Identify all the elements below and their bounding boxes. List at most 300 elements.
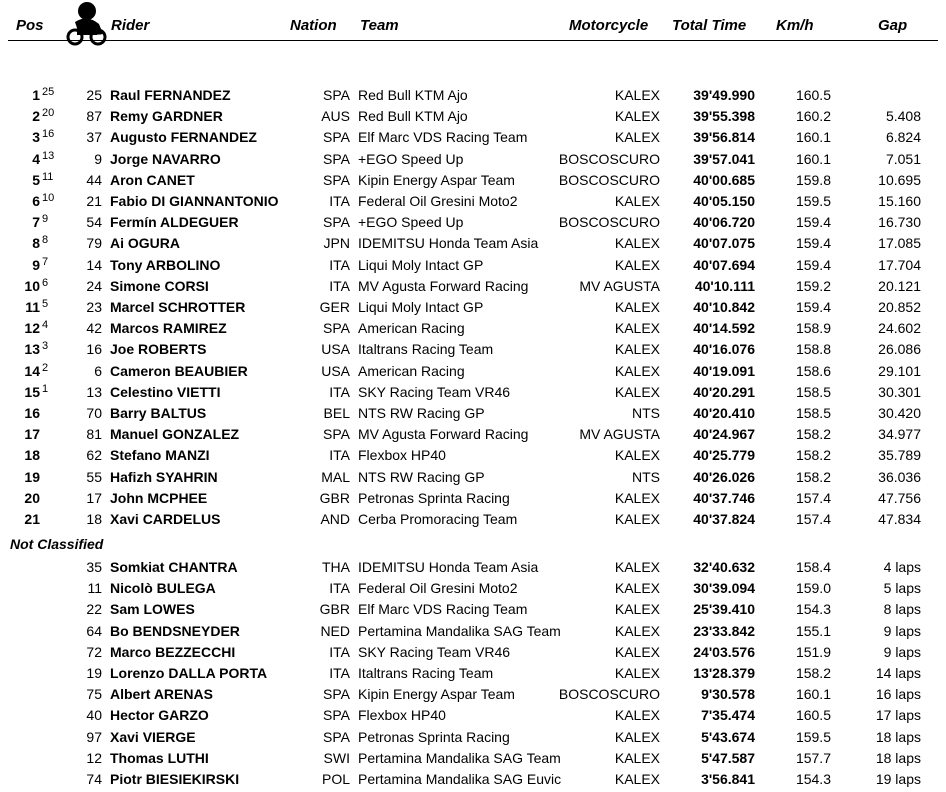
total-time-cell: 40'07.694	[693, 256, 755, 273]
nation-cell: ITA	[329, 277, 350, 294]
rider-name-cell: Fabio DI GIANNANTONIO	[110, 193, 279, 209]
team-cell: Pertamina Mandalika SAG Team	[358, 749, 561, 766]
rider-name-cell: Augusto FERNANDEZ	[110, 129, 257, 146]
gap-cell: 24.602	[878, 320, 921, 337]
total-time-cell: 5'43.674	[701, 728, 755, 745]
table-row	[0, 508, 946, 529]
speed-cell: 155.1	[795, 622, 831, 639]
speed-cell: 160.2	[795, 108, 831, 125]
points-cell: 5	[42, 298, 49, 310]
rider-number-cell: 40	[86, 707, 102, 724]
position-cell: 3	[32, 129, 40, 146]
gap-cell: 30.420	[878, 405, 921, 421]
position-cell: 8	[32, 235, 40, 252]
nation-cell: ITA	[329, 256, 350, 273]
rider-name-cell: Marcos RAMIREZ	[110, 320, 227, 337]
table-header	[0, 0, 946, 42]
rider-name-cell: Aron CANET	[110, 171, 195, 188]
speed-cell: 154.3	[795, 601, 831, 618]
motorcycle-cell: BOSCOSCURO	[558, 214, 660, 231]
rider-number-cell: 42	[86, 320, 102, 337]
speed-cell: 157.4	[795, 511, 831, 527]
gap-cell: 35.789	[878, 447, 921, 464]
total-time-cell: 40'24.967	[693, 426, 755, 443]
gap-cell: 47.834	[878, 511, 921, 527]
team-cell: American Racing	[358, 362, 465, 379]
motorcycle-cell: KALEX	[614, 362, 660, 379]
table-row	[0, 598, 946, 619]
nation-cell: SPA	[323, 728, 350, 745]
nation-cell: SPA	[323, 426, 350, 443]
col-pos-header: Pos	[16, 17, 44, 34]
rider-number-cell: 81	[86, 426, 102, 443]
rider-number-cell: 70	[86, 405, 102, 421]
nation-cell: SPA	[323, 320, 350, 337]
total-time-cell: 7'35.474	[701, 707, 755, 724]
rider-name-cell: Marcel SCHROTTER	[110, 299, 246, 315]
rider-name-cell: John MCPHEE	[110, 489, 208, 506]
speed-cell: 158.9	[795, 320, 831, 337]
table-row	[0, 423, 946, 444]
gap-cell: 4 laps	[883, 559, 921, 575]
nation-cell: POL	[321, 771, 350, 787]
team-cell: Italtrans Racing Team	[358, 665, 494, 681]
gap-cell: 17.704	[878, 256, 921, 273]
gap-cell: 7.051	[885, 150, 921, 167]
points-cell: 16	[42, 128, 55, 141]
motorcycle-cell: NTS	[632, 468, 660, 485]
nation-cell: GBR	[319, 489, 350, 506]
nation-cell: AND	[320, 511, 350, 527]
motorcycle-cell: KALEX	[614, 622, 660, 639]
gap-cell: 20.852	[878, 299, 921, 315]
rider-name-cell: Hafizh SYAHRIN	[110, 468, 218, 485]
table-row	[0, 641, 946, 662]
speed-cell: 160.1	[795, 129, 831, 146]
rider-number-cell: 72	[86, 643, 102, 660]
rider-name-cell: Remy GARDNER	[110, 108, 223, 125]
table-row	[0, 683, 946, 704]
total-time-cell: 40'37.746	[693, 489, 755, 506]
rider-number-cell: 11	[87, 580, 102, 597]
team-cell: American Racing	[358, 320, 465, 337]
speed-cell: 159.4	[795, 214, 831, 231]
rider-number-cell: 55	[86, 468, 102, 485]
team-cell: Cerba Promoracing Team	[358, 511, 518, 527]
rider-number-cell: 6	[94, 362, 102, 379]
gap-cell: 5 laps	[883, 580, 921, 597]
nation-cell: SPA	[323, 686, 350, 703]
nation-cell: BEL	[323, 405, 350, 421]
motorcycle-cell: KALEX	[614, 643, 660, 660]
rider-number-cell: 75	[86, 686, 102, 703]
motorcycle-cell: KALEX	[614, 447, 660, 464]
motorcycle-cell: BOSCOSCURO	[558, 150, 660, 167]
position-cell: 5	[32, 171, 40, 188]
rider-name-cell: Manuel GONZALEZ	[110, 426, 240, 443]
motorcycle-cell: MV AGUSTA	[579, 277, 660, 294]
points-cell: 13	[42, 149, 55, 162]
total-time-cell: 40'10.842	[693, 299, 755, 315]
total-time-cell: 40'00.685	[693, 171, 755, 188]
motorcycle-cell: KALEX	[614, 108, 660, 125]
team-cell: MV Agusta Forward Racing	[358, 277, 529, 294]
team-cell: Kipin Energy Aspar Team	[358, 686, 515, 703]
gap-cell: 30.301	[878, 383, 921, 400]
points-cell: 25	[42, 86, 55, 98]
table-row	[0, 487, 946, 508]
nation-cell: USA	[321, 362, 350, 379]
table-row	[0, 105, 946, 126]
total-time-cell: 40'20.410	[693, 405, 755, 421]
position-cell: 20	[24, 489, 40, 506]
rider-name-cell: Marco BEZZECCHI	[110, 643, 236, 660]
rider-number-cell: 25	[86, 87, 102, 103]
team-cell: Pertamina Mandalika SAG Team	[358, 622, 561, 639]
gap-cell: 16 laps	[875, 686, 921, 703]
total-time-cell: 23'33.842	[693, 622, 755, 639]
speed-cell: 158.4	[795, 559, 831, 575]
rider-number-cell: 14	[86, 256, 102, 273]
table-row	[0, 169, 946, 190]
rider-number-cell: 9	[94, 150, 102, 167]
total-time-cell: 32'40.632	[693, 559, 755, 575]
points-cell: 20	[42, 107, 55, 120]
motorcycle-cell: KALEX	[614, 665, 660, 681]
rider-name-cell: Xavi CARDELUS	[110, 511, 221, 527]
position-cell: 6	[32, 193, 40, 209]
nation-cell: GBR	[319, 601, 350, 618]
motorcycle-cell: KALEX	[614, 341, 660, 358]
total-time-cell: 3'56.841	[701, 771, 755, 787]
team-cell: NTS RW Racing GP	[358, 405, 485, 421]
position-cell: 17	[24, 426, 40, 443]
speed-cell: 159.4	[795, 256, 831, 273]
rider-number-cell: 97	[86, 728, 102, 745]
position-cell: 7	[32, 214, 40, 231]
team-cell: Red Bull KTM Ajo	[358, 87, 468, 103]
total-time-cell: 40'06.720	[693, 214, 755, 231]
header-divider	[8, 40, 938, 41]
total-time-cell: 40'07.075	[693, 235, 755, 252]
col-kmh-header: Km/h	[776, 17, 814, 34]
table-row	[0, 254, 946, 275]
points-cell: 6	[42, 276, 49, 289]
points-cell: 2	[42, 361, 49, 374]
table-row	[0, 704, 946, 725]
total-time-cell: 40'37.824	[693, 511, 755, 527]
rider-name-cell: Simone CORSI	[110, 277, 209, 294]
col-motorcycle-header: Motorcycle	[569, 17, 649, 34]
rider-name-cell: Barry BALTUS	[110, 405, 207, 421]
motorcycle-cell: BOSCOSCURO	[558, 686, 660, 703]
nation-cell: AUS	[321, 108, 350, 125]
nation-cell: ITA	[329, 193, 350, 209]
gap-cell: 47.756	[878, 489, 921, 506]
position-cell: 21	[24, 511, 40, 527]
team-cell: Italtrans Racing Team	[358, 341, 494, 358]
nation-cell: ITA	[329, 665, 350, 681]
rider-number-cell: 79	[86, 235, 102, 252]
position-cell: 1	[32, 87, 40, 103]
rider-number-cell: 16	[86, 341, 102, 358]
table-row	[0, 444, 946, 465]
speed-cell: 159.0	[795, 580, 831, 597]
position-cell: 10	[24, 277, 40, 294]
col-nation-header: Nation	[290, 17, 337, 34]
table-row	[0, 620, 946, 641]
table-row	[0, 556, 946, 577]
speed-cell: 160.1	[795, 150, 831, 167]
gap-cell: 9 laps	[883, 622, 921, 639]
speed-cell: 159.5	[795, 193, 831, 209]
position-cell: 9	[32, 256, 40, 273]
speed-cell: 159.5	[795, 728, 831, 745]
gap-cell: 20.121	[878, 277, 921, 294]
rider-number-cell: 12	[86, 749, 102, 766]
motorcycle-cell: KALEX	[614, 193, 660, 209]
team-cell: +EGO Speed Up	[358, 150, 464, 167]
table-row	[0, 148, 946, 169]
nation-cell: ITA	[329, 643, 350, 660]
rider-number-cell: 37	[86, 129, 102, 146]
speed-cell: 157.4	[795, 489, 831, 506]
nation-cell: USA	[321, 341, 350, 358]
position-cell: 18	[24, 447, 40, 464]
total-time-cell: 40'14.592	[693, 320, 755, 337]
team-cell: Flexbox HP40	[358, 707, 446, 724]
motorcycle-cell: KALEX	[614, 129, 660, 146]
nation-cell: ITA	[329, 447, 350, 464]
team-cell: Elf Marc VDS Racing Team	[358, 601, 528, 618]
total-time-cell: 40'05.150	[693, 193, 755, 209]
motorcycle-cell: KALEX	[614, 707, 660, 724]
gap-cell: 19 laps	[875, 771, 921, 787]
rider-number-cell: 44	[86, 171, 102, 188]
rider-number-cell: 13	[86, 383, 102, 400]
points-cell: 9	[42, 213, 49, 226]
nation-cell: SPA	[323, 707, 350, 724]
speed-cell: 159.4	[795, 299, 831, 315]
rider-name-cell: Stefano MANZI	[110, 447, 210, 464]
nation-cell: JPN	[323, 235, 350, 252]
rider-number-cell: 87	[86, 108, 102, 125]
total-time-cell: 39'57.041	[693, 150, 755, 167]
total-time-cell: 9'30.578	[701, 686, 755, 703]
total-time-cell: 40'16.076	[693, 341, 755, 358]
team-cell: +EGO Speed Up	[358, 214, 464, 231]
col-total-time-header: Total Time	[672, 17, 747, 34]
nation-cell: SPA	[323, 171, 350, 188]
table-row	[0, 190, 946, 211]
speed-cell: 160.1	[795, 686, 831, 703]
rider-name-cell: Fermín ALDEGUER	[110, 214, 239, 231]
speed-cell: 158.2	[795, 426, 831, 443]
rider-number-cell: 19	[86, 665, 102, 681]
motorcycle-cell: KALEX	[614, 256, 660, 273]
team-cell: Petronas Sprinta Racing	[358, 728, 510, 745]
speed-cell: 154.3	[795, 771, 831, 787]
speed-cell: 160.5	[795, 87, 831, 103]
team-cell: Kipin Energy Aspar Team	[358, 171, 515, 188]
nation-cell: THA	[322, 559, 350, 575]
points-cell: 10	[42, 192, 55, 204]
position-cell: 12	[24, 320, 40, 337]
gap-cell: 18 laps	[875, 749, 921, 766]
col-team-header: Team	[360, 17, 399, 34]
motorcycle-cell: KALEX	[614, 299, 660, 315]
total-time-cell: 13'28.379	[693, 665, 755, 681]
rider-name-cell: Somkiat CHANTRA	[110, 559, 238, 575]
nation-cell: SPA	[323, 129, 350, 146]
motorcycle-cell: KALEX	[614, 87, 660, 103]
position-cell: 11	[25, 299, 40, 315]
rider-number-cell: 35	[86, 559, 102, 575]
points-cell: 3	[42, 340, 49, 353]
total-time-cell: 5'47.587	[701, 749, 755, 766]
total-time-cell: 40'25.779	[693, 447, 755, 464]
table-row	[0, 296, 946, 317]
rider-number-cell: 22	[86, 601, 102, 618]
team-cell: Red Bull KTM Ajo	[358, 108, 468, 125]
position-cell: 2	[32, 108, 40, 125]
gap-cell: 14 laps	[875, 665, 921, 681]
table-row	[0, 381, 946, 402]
motorcycle-cell: NTS	[632, 405, 660, 421]
team-cell: Pertamina Mandalika SAG Euvic	[358, 771, 562, 787]
total-time-cell: 39'55.398	[693, 108, 755, 125]
gap-cell: 9 laps	[883, 643, 921, 660]
table-row	[0, 126, 946, 147]
col-gap-header: Gap	[878, 17, 908, 34]
table-row	[0, 338, 946, 359]
speed-cell: 159.4	[795, 235, 831, 252]
team-cell: IDEMITSU Honda Team Asia	[358, 235, 539, 252]
position-cell: 19	[24, 468, 40, 485]
rider-name-cell: Bo BENDSNEYDER	[110, 622, 240, 639]
points-cell: 1	[42, 382, 49, 395]
team-cell: MV Agusta Forward Racing	[358, 426, 529, 443]
speed-cell: 158.2	[795, 468, 831, 485]
table-row	[0, 662, 946, 683]
gap-cell: 8 laps	[883, 601, 921, 618]
rider-name-cell: Tony ARBOLINO	[110, 256, 221, 273]
total-time-cell: 40'26.026	[693, 468, 755, 485]
rider-number-cell: 23	[86, 299, 102, 315]
position-cell: 4	[32, 150, 40, 167]
speed-cell: 158.5	[795, 383, 831, 400]
rider-name-cell: Ai OGURA	[110, 235, 180, 252]
nation-cell: ITA	[329, 383, 350, 400]
gap-cell: 34.977	[878, 426, 921, 443]
table-row	[0, 747, 946, 768]
gap-cell: 26.086	[878, 341, 921, 358]
table-row	[0, 726, 946, 747]
position-cell: 16	[24, 405, 40, 421]
team-cell: Liqui Moly Intact GP	[358, 256, 484, 273]
table-row	[0, 577, 946, 598]
speed-cell: 158.6	[795, 362, 831, 379]
total-time-cell: 30'39.094	[693, 580, 755, 597]
table-row	[0, 466, 946, 487]
rider-name-cell: Jorge NAVARRO	[110, 150, 221, 167]
team-cell: Flexbox HP40	[358, 447, 446, 464]
rider-number-cell: 21	[86, 193, 102, 209]
speed-cell: 158.2	[795, 447, 831, 464]
nation-cell: SPA	[323, 87, 350, 103]
points-cell: 11	[42, 170, 54, 183]
table-row	[0, 317, 946, 338]
points-cell: 4	[42, 319, 49, 332]
total-time-cell: 40'10.111	[694, 277, 755, 294]
position-cell: 14	[24, 362, 40, 379]
team-cell: Federal Oil Gresini Moto2	[358, 580, 518, 597]
gap-cell: 36.036	[878, 468, 921, 485]
gap-cell: 29.101	[878, 362, 921, 379]
motorcycle-cell: KALEX	[614, 489, 660, 506]
not-classified-heading: Not Classified	[10, 536, 104, 552]
team-cell: IDEMITSU Honda Team Asia	[358, 559, 539, 575]
gap-cell: 17 laps	[875, 707, 921, 724]
team-cell: NTS RW Racing GP	[358, 468, 485, 485]
rider-number-cell: 17	[86, 489, 102, 506]
speed-cell: 158.8	[795, 341, 831, 358]
total-time-cell: 39'56.814	[693, 129, 755, 146]
total-time-cell: 39'49.990	[693, 87, 755, 103]
rider-number-cell: 62	[86, 447, 102, 464]
gap-cell: 18 laps	[875, 728, 921, 745]
gap-cell: 5.408	[885, 108, 921, 125]
rider-number-cell: 54	[86, 214, 102, 231]
rider-name-cell: Joe ROBERTS	[110, 341, 207, 358]
rider-name-cell: Sam LOWES	[110, 601, 195, 618]
rider-name-cell: Xavi VIERGE	[110, 728, 196, 745]
position-cell: 13	[24, 341, 40, 358]
motorcycle-cell: BOSCOSCURO	[558, 171, 660, 188]
speed-cell: 158.5	[795, 405, 831, 421]
rider-number-cell: 64	[86, 622, 102, 639]
table-row	[0, 275, 946, 296]
rider-name-cell: Raul FERNANDEZ	[110, 87, 231, 103]
speed-cell: 159.8	[795, 171, 831, 188]
nation-cell: SWI	[323, 749, 350, 766]
nation-cell: ITA	[329, 580, 350, 597]
motorcycle-cell: KALEX	[614, 559, 660, 575]
team-cell: Petronas Sprinta Racing	[358, 489, 510, 506]
rider-number-cell: 24	[86, 277, 102, 294]
motorcycle-cell: KALEX	[614, 320, 660, 337]
rider-name-cell: Nicolò BULEGA	[110, 580, 216, 597]
position-cell: 15	[24, 383, 40, 400]
gap-cell: 16.730	[878, 214, 921, 231]
gap-cell: 6.824	[885, 129, 921, 146]
motorcycle-cell: KALEX	[614, 383, 660, 400]
total-time-cell: 40'20.291	[693, 383, 755, 400]
table-row	[0, 84, 946, 105]
motorcycle-cell: KALEX	[614, 580, 660, 597]
motorcycle-cell: KALEX	[614, 728, 660, 745]
nation-cell: SPA	[323, 150, 350, 167]
table-row	[0, 232, 946, 253]
col-rider-header: Rider	[111, 17, 150, 34]
rider-name-cell: Hector GARZO	[110, 707, 209, 724]
motorcycle-cell: KALEX	[614, 601, 660, 618]
team-cell: Federal Oil Gresini Moto2	[358, 193, 518, 209]
rider-number-cell: 18	[86, 511, 102, 527]
gap-cell: 15.160	[878, 193, 921, 209]
points-cell: 8	[42, 234, 49, 247]
speed-cell: 159.2	[795, 277, 831, 294]
